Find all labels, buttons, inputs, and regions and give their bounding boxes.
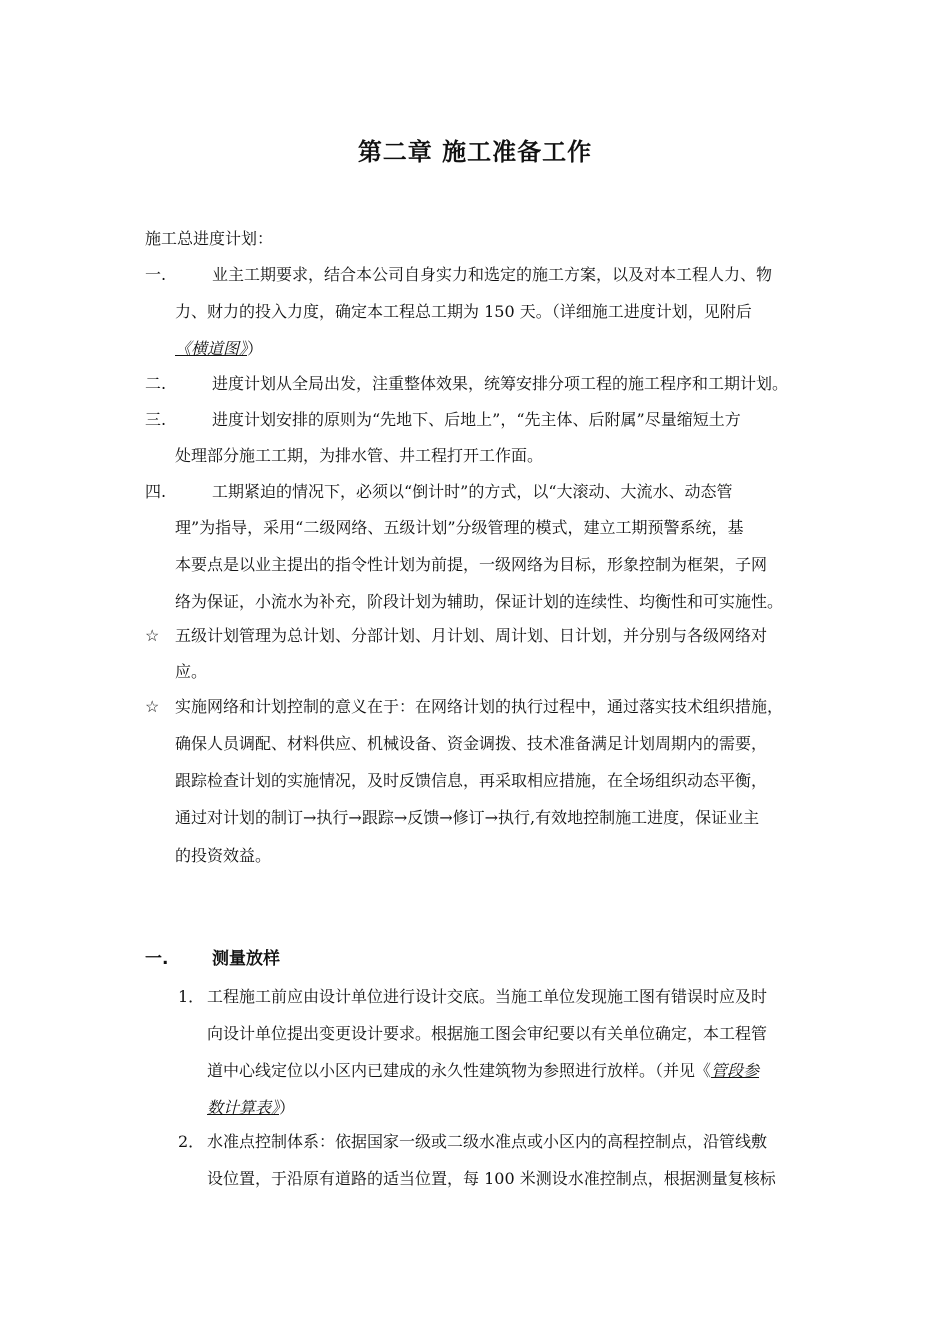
star-line: 通过对计划的制订→执行→跟踪→反馈→修订→执行,有效地控制施工进度，保证业主 [175,808,760,827]
section-number: 一. [145,949,169,969]
star-icon: ☆ [145,626,160,645]
item-line: 工期紧迫的情况下，必须以“倒计时”的方式，以“大滚动、大流水、动态管 [212,482,733,501]
chapter-title: 第二章 施工准备工作 [357,138,593,166]
subitem-number: 2． [178,1132,205,1151]
subitem-line: 设位置，于沿原有道路的适当位置，每 100 米测设水准控制点，根据测量复核标 [207,1169,776,1188]
subitem-line: 向设计单位提出变更设计要求。根据施工图会审纪要以有关单位确定，本工程管 [207,1024,768,1043]
star-line: 实施网络和计划控制的意义在于：在网络计划的执行过程中，通过落实技术组织措施， [175,697,784,716]
section-title: 测量放样 [212,949,280,969]
item-line: 络为保证，小流水为补充，阶段计划为辅助，保证计划的连续性、均衡性和可实施性。 [175,592,784,611]
gantt-chart-link[interactable]: 《横道图》 [175,339,248,358]
pipe-params-link[interactable]: 管段参 [711,1061,760,1080]
star-icon: ☆ [145,697,160,716]
star-line: 跟踪检查计划的实施情况，及时反馈信息，再采取相应措施，在全场组织动态平衡， [175,771,768,790]
pipe-params-link-cont[interactable]: 数计算表》 [207,1098,280,1117]
item-number: 四. [145,482,167,501]
star-line: 五级计划管理为总计划、分部计划、月计划、周计划、日计划，并分别与各级网络对 [175,626,768,645]
star-line: 应。 [175,662,208,681]
item-line: 进度计划从全局出发，注重整体效果，统筹安排分项工程的施工程序和工期计划。 [212,374,789,393]
subitem-line: 数计算表》） [207,1098,296,1117]
subitem-line: 道中心线定位以小区内已建成的永久性建筑物为参照进行放样。（并见《管段参 [207,1061,760,1080]
star-line: 确保人员调配、材料供应、机械设备、资金调拨、技术准备满足计划周期内的需要， [175,734,768,753]
schedule-heading: 施工总进度计划： [145,229,274,248]
item-number: 二. [145,374,167,393]
item-line: 进度计划安排的原则为“先地下、后地上”，“先主体、后附属”尽量缩短土方 [212,410,741,429]
item-line: 力、财力的投入力度，确定本工程总工期为 150 天。（详细施工进度计划，见附后 [175,302,752,321]
item-number: 一. [145,265,167,284]
item-line: 处理部分施工工期，为排水管、井工程打开工作面。 [175,446,544,465]
item-line: 业主工期要求，结合本公司自身实力和选定的施工方案，以及对本工程人力、物 [212,265,773,284]
star-line: 的投资效益。 [175,846,272,865]
item-line: 本要点是以业主提出的指令性计划为前提，一级网络为目标，形象控制为框架，子网 [175,555,768,574]
subitem-number: 1． [178,987,205,1006]
subitem-line: 工程施工前应由设计单位进行设计交底。当施工单位发现施工图有错误时应及时 [207,987,768,1006]
item-line: 理”为指导，采用“二级网络、五级计划”分级管理的模式，建立工期预警系统，基 [175,518,744,537]
subitem-line: 水准点控制体系：依据国家一级或二级水准点或小区内的高程控制点，沿管线敷 [207,1132,768,1151]
item-line: 《横道图》） [175,339,264,358]
item-number: 三. [145,410,167,429]
